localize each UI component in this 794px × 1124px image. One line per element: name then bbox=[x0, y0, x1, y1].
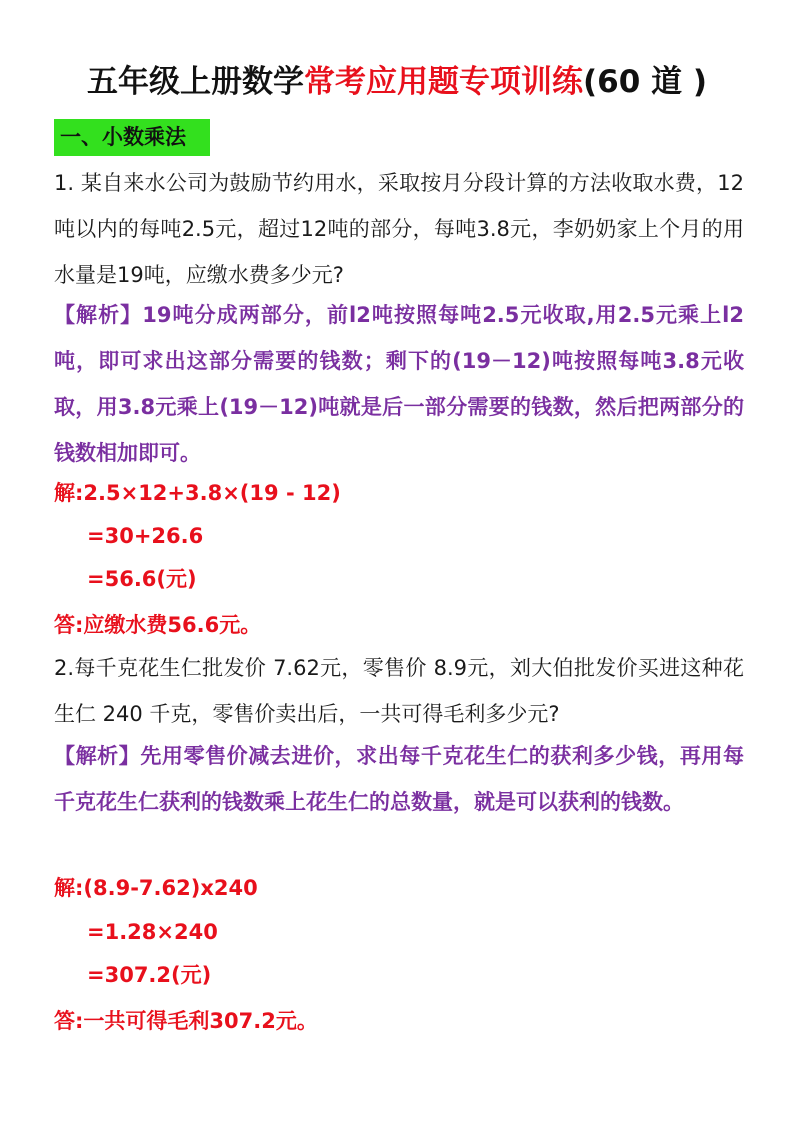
problem-2-solution-step-1: 解:(8.9-7.62)x240 bbox=[54, 876, 258, 900]
problem-1-solution-step-1: 解:2.5×12+3.8×(19 - 12) bbox=[54, 481, 341, 505]
problem-2-answer: 答:一共可得毛利307.2元。 bbox=[54, 1009, 318, 1033]
problem-1-analysis: 【解析】19吨分成两部分，前l2吨按照每吨2.5元收取,用2.5元乘上l2吨，即可求出这部分需要的钱数；剩下的(19－12)吨按照每吨3.8元收取，用3.8元乘上(19－12)吨就是后一部分需要的钱数，然后把两部分的钱数相加即可。 bbox=[54, 303, 744, 465]
problem-1-solution-step-3: =56.6(元) bbox=[87, 567, 197, 591]
problem-1-question: 1. 某自来水公司为鼓励节约用水，采取按月分段计算的方法收取水费，12吨以内的每吨2.5元，超过12吨的部分，每吨3.8元，李奶奶家上个月的用水量是19吨，应缴水费多少元? bbox=[54, 171, 744, 287]
section-heading: 一、小数乘法 bbox=[54, 119, 210, 156]
problem-2-solution-step-2: =1.28×240 bbox=[87, 920, 218, 944]
title-part-topic: 常考应用题专项训练 bbox=[303, 64, 583, 100]
problem-2-question: 2.每千克花生仁批发价 7.62元，零售价 8.9元，刘大伯批发价买进这种花生仁 240 千克，零售价卖出后，一共可得毛利多少元? bbox=[54, 656, 744, 726]
problem-1-solution-step-2: =30+26.6 bbox=[87, 524, 204, 548]
document-title bbox=[0, 56, 794, 101]
problem-2-analysis: 【解析】先用零售价减去进价，求出每千克花生仁的获利多少钱，再用每千克花生仁获利的钱数乘上花生仁的总数量，就是可以获利的钱数。 bbox=[54, 744, 744, 814]
title-part-count: (60 道 ) bbox=[582, 64, 708, 100]
problem-1-answer: 答:应缴水费56.6元。 bbox=[54, 613, 262, 637]
problem-2-solution-step-3: =307.2(元) bbox=[87, 963, 212, 987]
title-part-grade: 五年级上册数学 bbox=[86, 64, 304, 100]
